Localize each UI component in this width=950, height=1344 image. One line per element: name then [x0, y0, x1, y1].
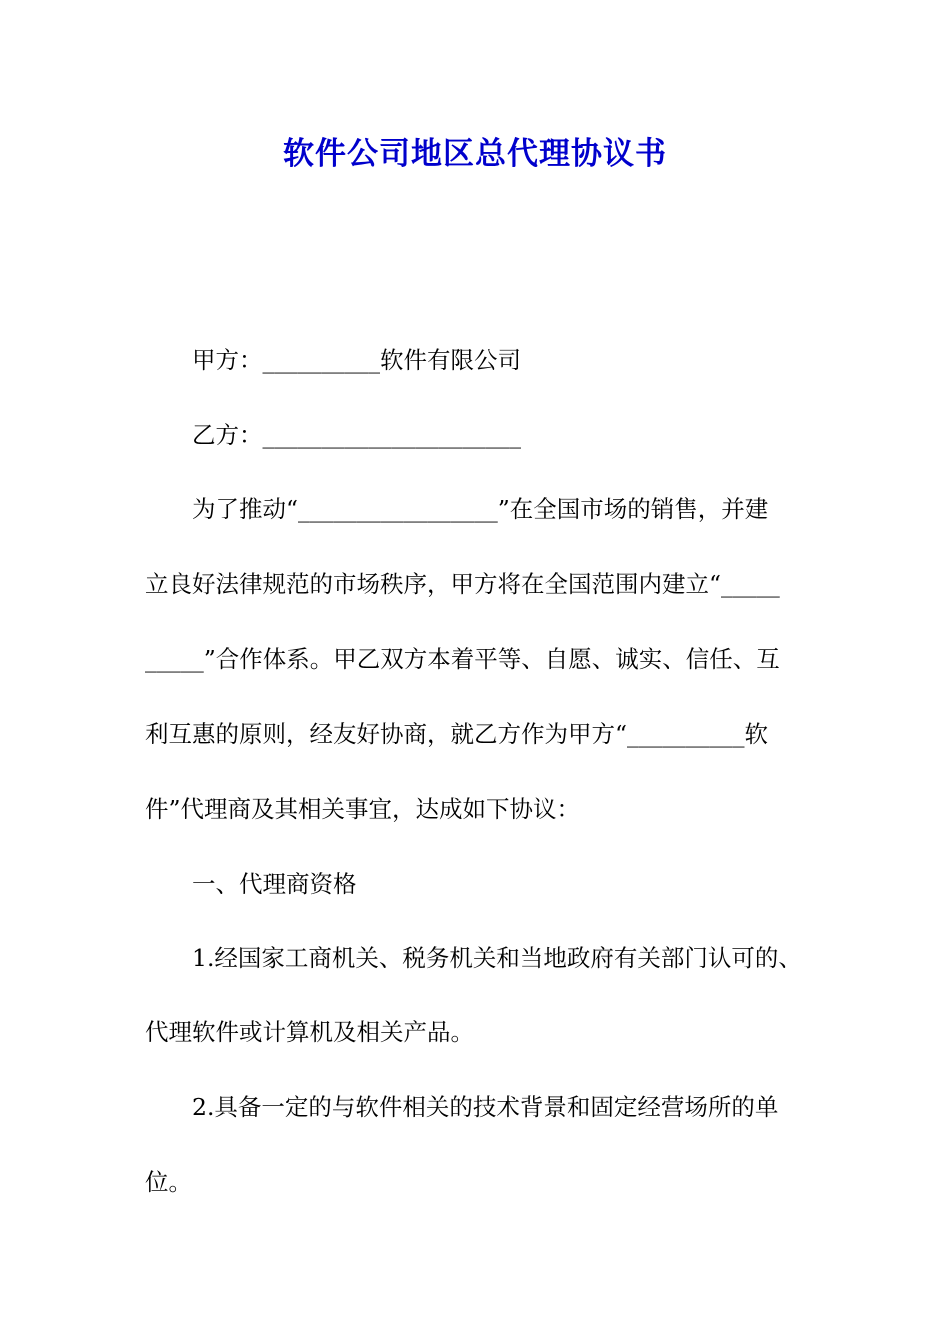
clause-1-line-2: 代理软件或计算机及相关产品。: [145, 1018, 474, 1046]
party-a-line: 甲方：__________软件有限公司: [145, 346, 521, 374]
clause-1-line-1: 1.经国家工商机关、税务机关和当地政府有关部门认可的、: [145, 944, 802, 972]
section-heading-1: 一、代理商资格: [145, 870, 357, 898]
preamble-line-4: 利互惠的原则，经友好协商，就乙方作为甲方“__________软: [145, 720, 769, 748]
preamble-line-5: 件”代理商及其相关事宜，达成如下协议：: [145, 795, 581, 823]
preamble-line-3: _____”合作体系。甲乙双方本着平等、自愿、诚实、信任、互: [145, 645, 780, 673]
preamble-line-2: 立良好法律规范的市场秩序，甲方将在全国范围内建立“_____: [145, 570, 780, 598]
clause-2-line-1: 2.具备一定的与软件相关的技术背景和固定经营场所的单: [145, 1093, 779, 1121]
clause-2-line-2: 位。: [145, 1168, 192, 1196]
party-b-line: 乙方：______________________: [145, 421, 521, 449]
preamble-line-1: 为了推动“_________________”在全国市场的销售，并建: [145, 495, 769, 523]
document-title: 软件公司地区总代理协议书: [283, 136, 667, 172]
